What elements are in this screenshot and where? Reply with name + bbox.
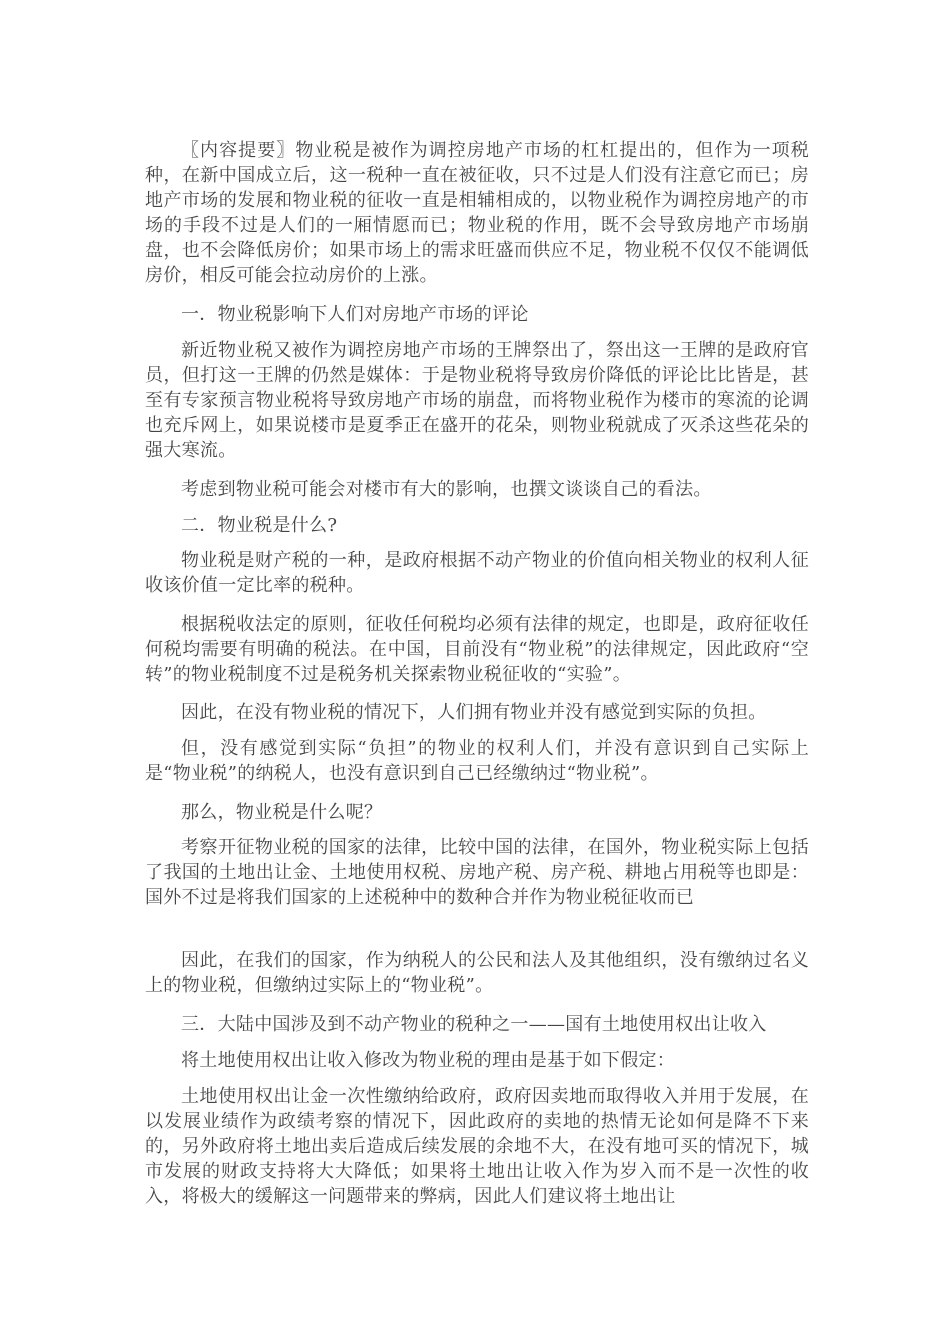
body-paragraph: 但，没有感觉到实际“负担”的物业的权利人们，并没有意识到自己实际上是“物业税”的纳税人，也没有意识到自己已经缴纳过“物业税”。	[145, 738, 809, 784]
body-paragraph: 将土地使用权出让收入修改为物业税的理由是基于如下假定：	[181, 1050, 676, 1071]
body-paragraph: 那么，物业税是什么呢？	[181, 802, 383, 823]
section-heading-2: 二．物业税是什么?	[181, 515, 338, 536]
body-paragraph: 考察开征物业税的国家的法律，比较中国的法律，在国外，物业税实际上包括了我国的土地出让金、土地使用权税、房地产税、房产税、耕地占用税等也即是：国外不过是将我们国家的上述税种中的数种合并作为物业税征收而已	[145, 837, 809, 908]
body-paragraph: 因此，在我们的国家，作为纳税人的公民和法人及其他组织，没有缴纳过名义上的物业税，但缴纳过实际上的“物业税”。	[145, 950, 809, 996]
body-paragraph: 新近物业税又被作为调控房地产市场的王牌祭出了，祭出这一王牌的是政府官员，但打这一王牌的仍然是媒体：于是物业税将导致房价降低的评论比比皆是，甚至有专家预言物业税将导致房地产市场的崩盘，而将物业税作为楼市的寒流的论调也充斥网上，如果说楼市是夏季正在盛开的花朵，则物业税就成了灭杀这些花朵的强大寒流。	[145, 340, 809, 461]
section-heading-3: 三．大陆中国涉及到不动产物业的税种之一——国有土地使用权出让收入	[181, 1014, 767, 1035]
section-heading-1: 一．物业税影响下人们对房地产市场的评论	[181, 304, 529, 325]
abstract-paragraph: 〖内容提要〗物业税是被作为调控房地产市场的杠杠提出的，但作为一项税种，在新中国成立后，这一税种一直在被征收，只不过是人们没有注意它而已；房地产市场的发展和物业税的征收一直是相辅相成的，以物业税作为调控房地产的市场的手段不过是人们的一厢情愿而已；物业税的作用，既不会导致房地产市场崩盘，也不会降低房价；如果市场上的需求旺盛而供应不足，物业税不仅仅不能调低房价，相反可能会拉动房价的上涨。	[145, 140, 809, 286]
body-paragraph: 物业税是财产税的一种，是政府根据不动产物业的价值向相关物业的权利人征收该价值一定比率的税种。	[145, 550, 809, 596]
body-paragraph: 根据税收法定的原则，征收任何税均必须有法律的规定，也即是，政府征收任何税均需要有明确的税法。在中国，目前没有“物业税”的法律规定，因此政府“空转”的物业税制度不过是税务机关探索物业税征收的“实验”。	[145, 614, 809, 685]
body-paragraph: 土地使用权出让金一次性缴纳给政府，政府因卖地而取得收入并用于发展，在以发展业绩作为政绩考察的情况下，因此政府的卖地的热情无论如何是降不下来的，另外政府将土地出卖后造成后续发展的余地不大，在没有地可买的情况下，城市发展的财政支持将大大降低；如果将土地出让收入作为岁入而不是一次性的收入，将极大的缓解这一问题带来的弊病，因此人们建议将土地出让	[145, 1086, 809, 1207]
body-paragraph: 考虑到物业税可能会对楼市有大的影响，也撰文谈谈自己的看法。	[181, 479, 712, 500]
body-paragraph: 因此，在没有物业税的情况下，人们拥有物业并没有感觉到实际的负担。	[181, 702, 767, 723]
